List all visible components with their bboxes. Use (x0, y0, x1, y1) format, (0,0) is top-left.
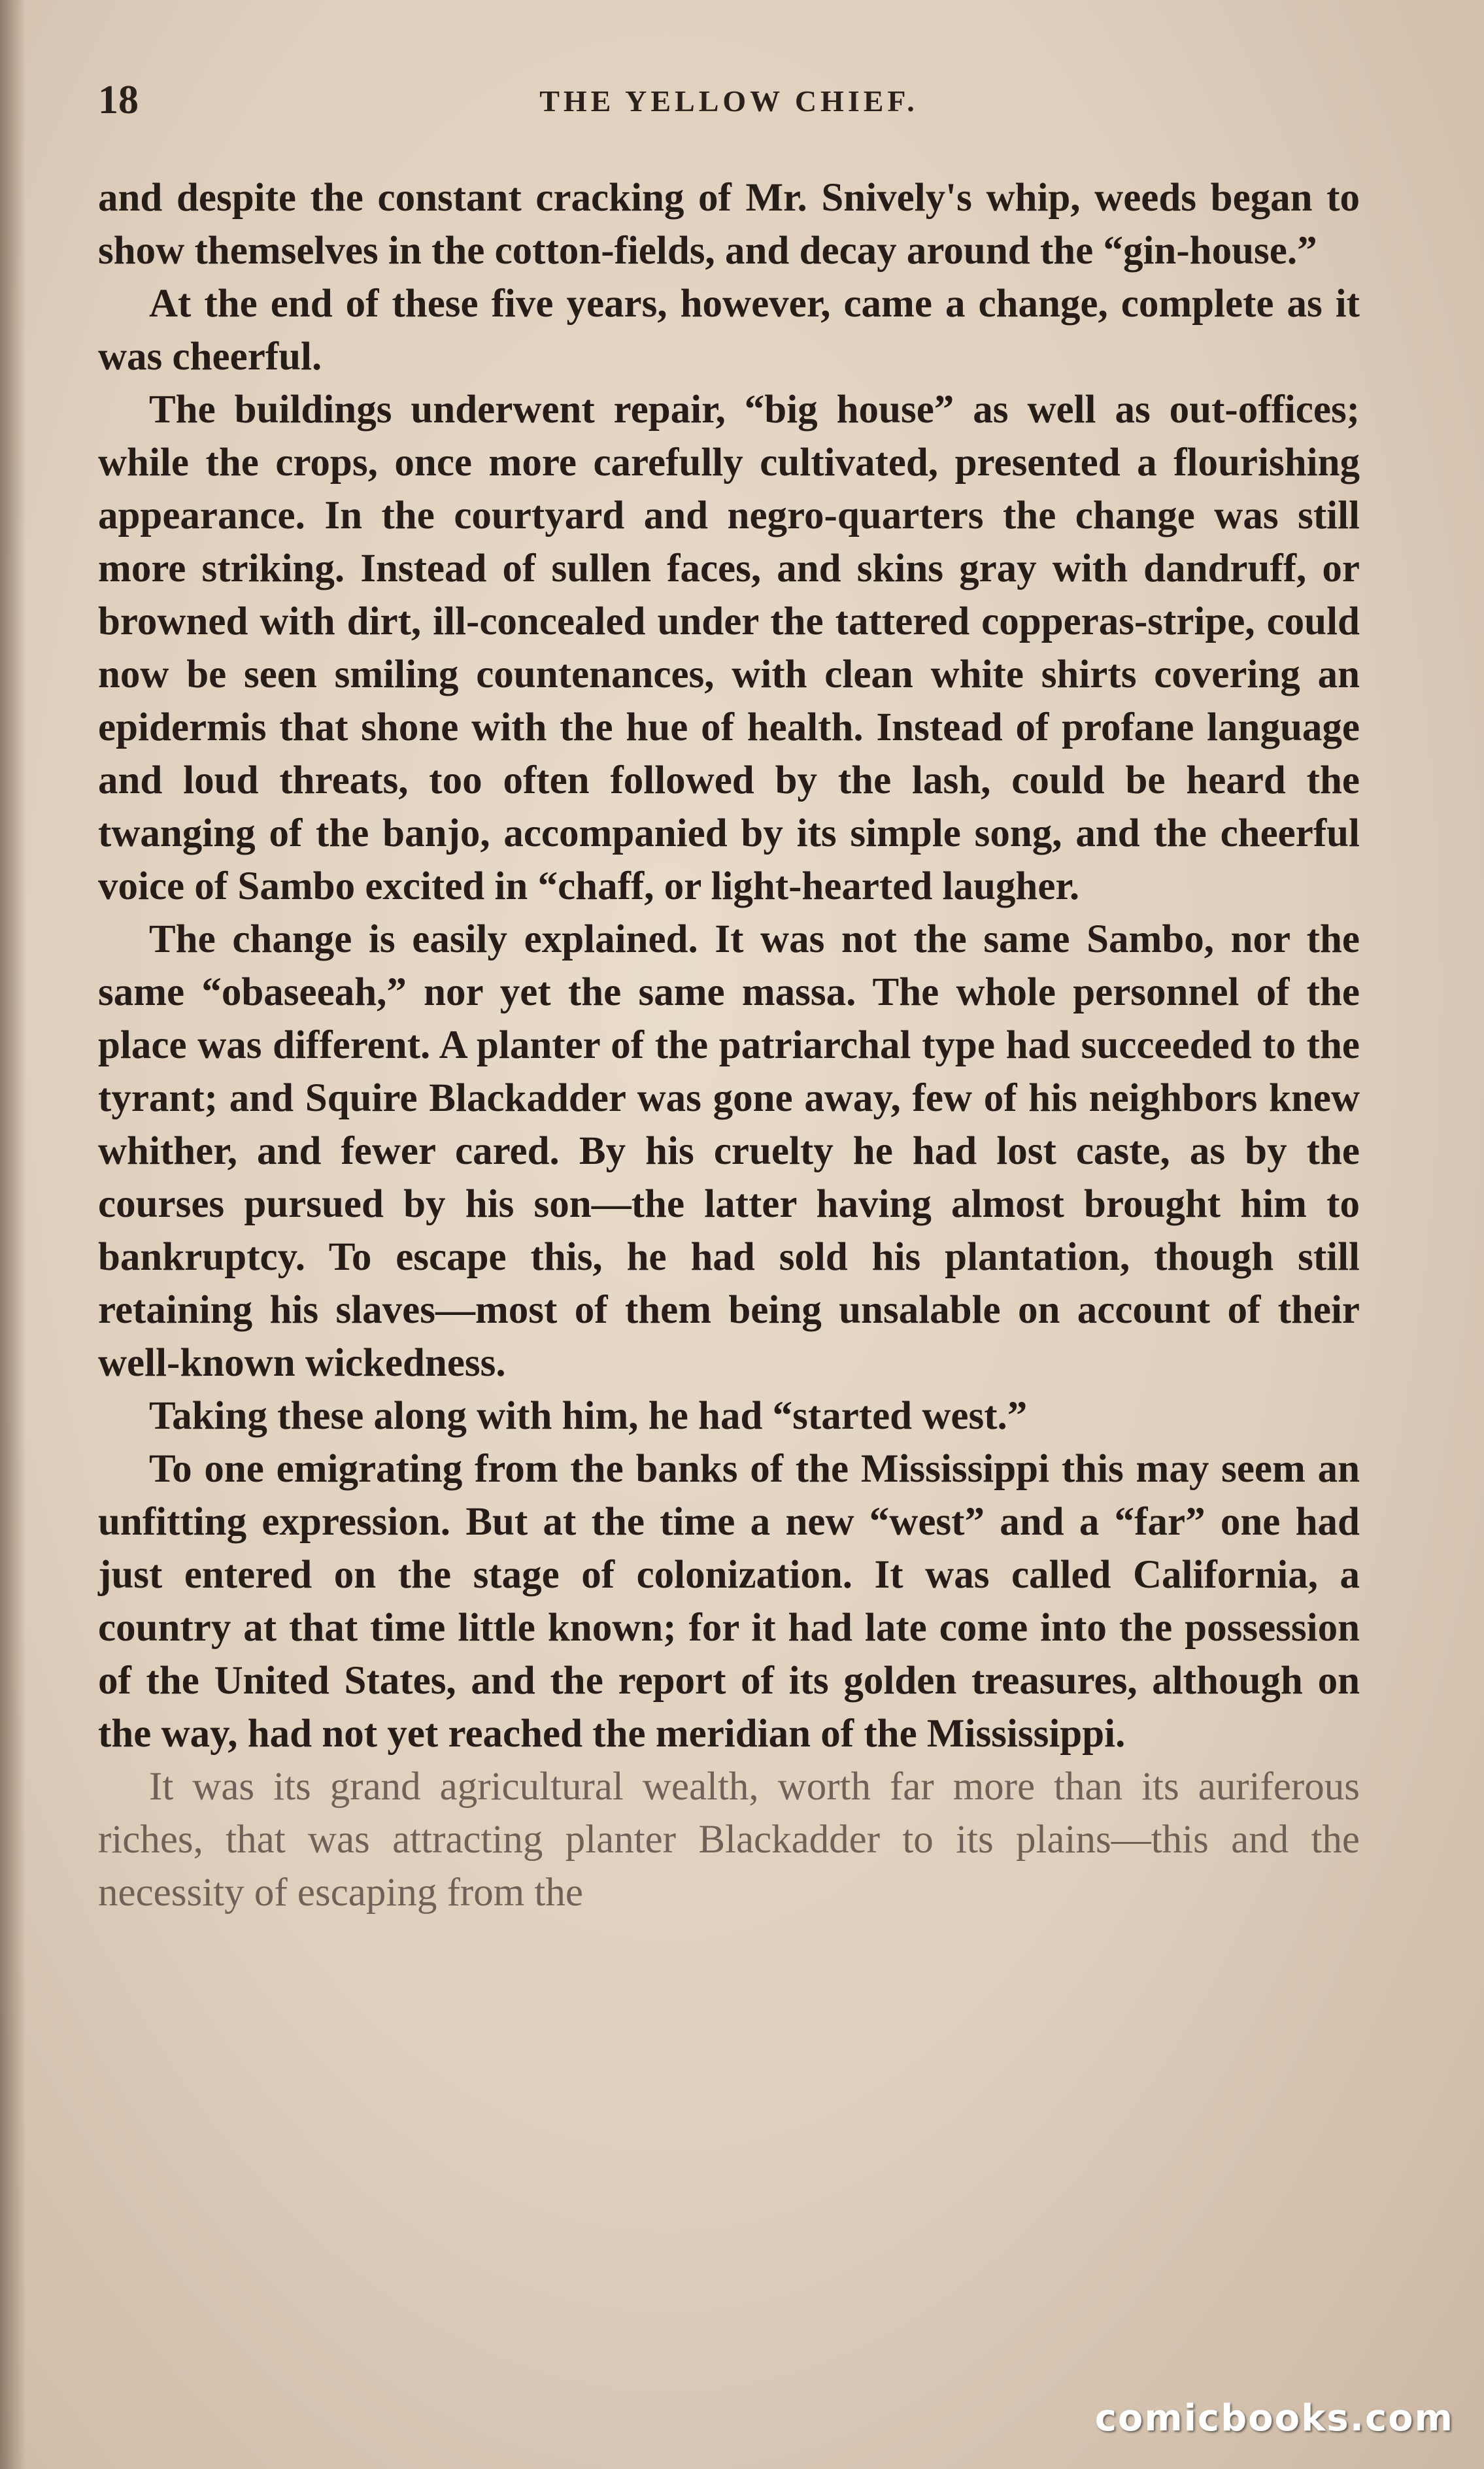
running-head (98, 77, 1360, 129)
watermark: comicbooks.com (1094, 2397, 1454, 2440)
paragraph-2: At the end of these five years, however, came a change, complete as it was cheerful. (98, 282, 1360, 379)
paragraph-1: and despite the constant cracking of Mr. Snively's whip, weeds began to show themselves in the cotton-fields, and decay around the “gin-house.” (98, 176, 1360, 273)
page-number: 18 (98, 78, 139, 122)
paragraph-7: It was its grand agricultural wealth, worth far more than its auriferous riches, that was attracting planter Blackadder to its plains—this and the necessity of escaping from the (98, 1765, 1360, 1915)
book-title: THE YELLOW CHIEF. (539, 84, 919, 118)
paragraph-4: The change is easily explained. It was not the same Sambo, nor the same “obaseeah,” nor yet the same massa. The whole personnel of the place was different. A planter of the patriarchal type had succeeded to the tyrant; and Squire Blackadder was gone away, few of his neighbors knew whither, and fewer cared. By his cruelty he had lost caste, as by the courses pursued by his son—the latter having almost brought him to bankruptcy. To escape this, he had sold his plantation, though still retaining his slaves—most of them being unsalable on account of their well-known wickedness. (98, 917, 1360, 1385)
paragraph-5: Taking these along with him, he had “started west.” (149, 1394, 1028, 1438)
body-text (98, 171, 1360, 1919)
paragraph-6: To one emigrating from the banks of the Mississippi this may seem an unfitting expression. But at the time a new “west” and a “far” one had just entered on the stage of colonization. It was called California, a country at that time little known; for it had late come into the possession of the United States, and the report of its golden treasures, although on the way, had not yet reached the meridian of the Mississippi. (98, 1447, 1360, 1756)
paragraph-3: The buildings underwent repair, “big house” as well as out-offices; while the crops, once more carefully cultivated, presented a flourishing appearance. In the courtyard and negro-quarters the change was still more striking. Instead of sullen faces, and skins gray with dandruff, or browned with dirt, ill-concealed under the tattered copperas-stripe, could now be seen smiling countenances, with clean white shirts covering an epidermis that shone with the hue of health. Instead of profane language and loud threats, too often followed by the lash, could be heard the twanging of the banjo, accompanied by its simple song, and the cheerful voice of Sambo excited in “chaff, or light-hearted laugher. (98, 388, 1360, 908)
page-edge-shadow (0, 0, 26, 2469)
